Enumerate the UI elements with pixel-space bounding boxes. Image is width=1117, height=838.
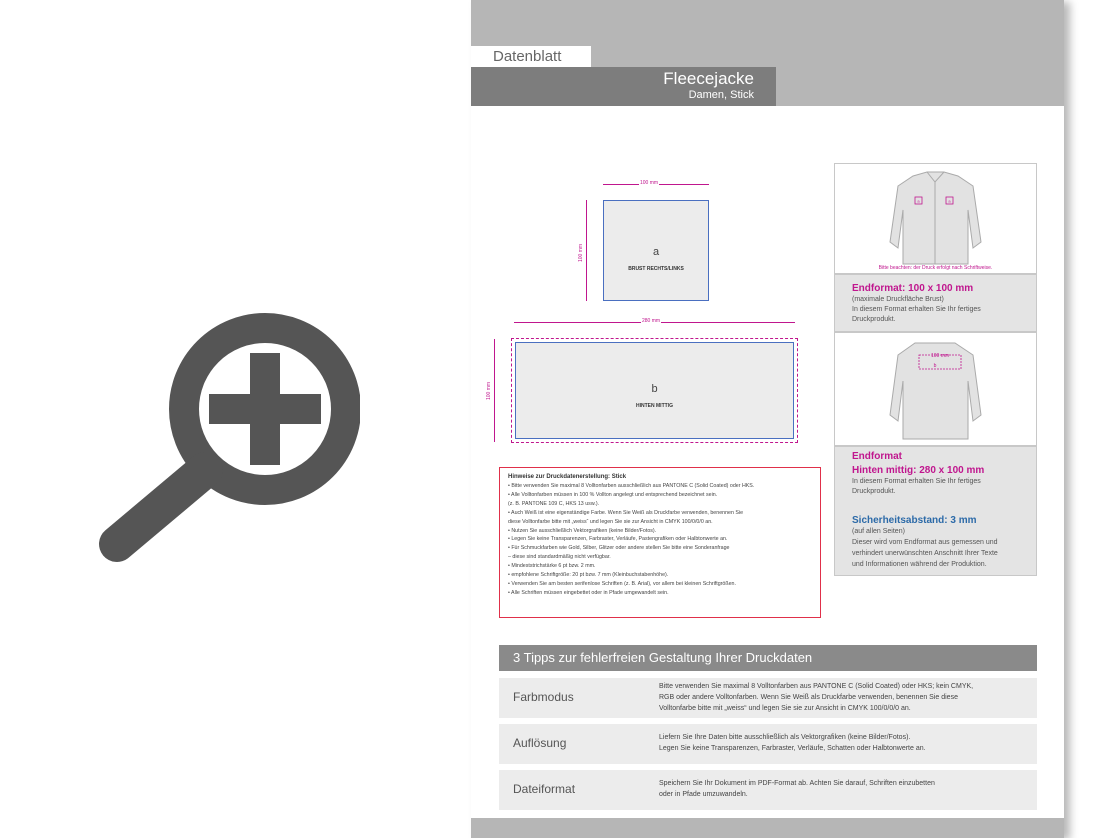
tip-label: Dateiformat xyxy=(513,782,576,796)
notes-line: – diese sind standardmäßig nicht verfügbar. xyxy=(508,554,611,561)
safety-desc: verhindert unerwünschten Anschnitt Ihrer Texte xyxy=(852,550,998,557)
footer-band xyxy=(471,818,1064,838)
tip-text: Speichern Sie Ihr Dokument im PDF-Format ab. Achten Sie darauf, Schriften einzubetten oder in Pfade umzuwandeln. xyxy=(659,780,935,798)
panel-a-desc: In diesem Format erhalten Sie Ihr fertiges xyxy=(852,306,981,313)
tip-label: Auflösung xyxy=(513,736,567,750)
panel-b-desc: In diesem Format erhalten Sie Ihr fertiges xyxy=(852,478,981,485)
panel-b-desc: Druckprodukt. xyxy=(852,488,896,495)
area-b-label: HINTEN MITTIG xyxy=(636,403,673,409)
panel-a-title: Endformat: 100 x 100 mm xyxy=(852,283,974,294)
notes-title: Hinweise zur Druckdatenerstellung: Stick xyxy=(508,474,627,480)
notes-line: • Alle Schriften müssen eingebettet oder in Pfade umgewandelt sein. xyxy=(508,589,669,596)
dim-b-height: 100 mm xyxy=(486,381,493,401)
area-a-letter: a xyxy=(652,246,660,258)
area-b-letter: b xyxy=(651,383,658,395)
dim-a-width: 100 mm xyxy=(640,180,659,186)
safety-desc: und Informationen während der Produktion. xyxy=(852,561,987,568)
notes-line: • Auch Weiß ist eine eigenständige Farbe. Wenn Sie Weiß als Druckfarbe verwenden, benennen Sie xyxy=(508,509,744,516)
datasheet-page xyxy=(471,0,1064,838)
svg-text:100 mm: 100 mm xyxy=(930,353,950,359)
panel-b-info xyxy=(834,446,1037,576)
safety-desc: Dieser wird vom Endformat aus gemessen und xyxy=(852,539,998,546)
jacket-front-image xyxy=(835,164,1036,273)
print-area-b xyxy=(515,342,794,439)
tip-text: Liefern Sie Ihre Daten bitte ausschließlich als Vektorgrafiken (keine Bilder/Fotos). Legen Sie keine Transparenzen, Farbraster, Verläufe, Schatten oder Halbtonwerte an. xyxy=(659,734,926,752)
notes-line: • Legen Sie keine Transparenzen, Farbraster, Verläufe, Pastengrafiken oder Halbtonwerte an. xyxy=(508,536,728,543)
tip-row xyxy=(499,678,1037,718)
zoom-in-icon[interactable] xyxy=(95,312,360,564)
svg-text:a: a xyxy=(917,198,920,204)
panel-b-format: Hinten mittig: 280 x 100 mm xyxy=(852,465,985,476)
panel-a-subtitle: (maximale Druckfläche Brust) xyxy=(852,296,944,303)
front-warning: Bitte beachten: der Druck erfolgt nach Schriftweise. xyxy=(878,265,993,271)
notes-line: (z. B. PANTONE 109 C, HKS 13 usw.). xyxy=(508,500,600,507)
panel-a-info xyxy=(834,274,1037,332)
notes-line: • Bitte verwenden Sie maximal 8 Volltonfarben ausschließlich aus PANTONE C (Solid Coated) oder HKS. xyxy=(508,483,755,489)
tip-row xyxy=(499,770,1037,810)
svg-text:a: a xyxy=(948,198,951,204)
jacket-front-panel xyxy=(834,163,1037,274)
product-subtitle: Damen, Stick xyxy=(688,89,754,101)
dim-b-width: 280 mm xyxy=(642,318,661,324)
notes-line: • Mindeststrichstärke 6 pt bzw. 2 mm. xyxy=(508,563,596,570)
safety-title: Sicherheitsabstand: 3 mm xyxy=(852,515,977,526)
product-bar xyxy=(471,67,776,106)
notes-line: • Alle Volltonfarben müssen in 100 % Vollton angelegt und entsprechend bezeichnet sein. xyxy=(508,491,718,498)
notes-line: • Nutzen Sie ausschließlich Vektorgrafiken (keine Bilder/Fotos). xyxy=(508,527,657,534)
panel-b-title: Endformat xyxy=(852,451,902,462)
jacket-back-image xyxy=(835,333,1036,445)
product-title: Fleecejacke xyxy=(663,69,754,88)
svg-text:b: b xyxy=(933,363,937,369)
datenblatt-tab: Datenblatt xyxy=(471,46,591,67)
tip-label: Farbmodus xyxy=(513,690,574,704)
jacket-back-panel xyxy=(834,332,1037,446)
notes-line: • Verwenden Sie am besten serifenlose Schriften (z. B. Arial), vor allem bei kleinen Schriftgrößen. xyxy=(508,580,736,587)
tip-row xyxy=(499,724,1037,764)
area-a-label: BRUST RECHTS/LINKS xyxy=(628,266,684,272)
tips-heading: 3 Tipps zur fehlerfreien Gestaltung Ihrer Druckdaten xyxy=(499,645,1037,671)
panel-a-desc: Druckprodukt. xyxy=(852,316,896,323)
notes-line: • Für Schmuckfarben wie Gold, Silber, Glitzer oder andere stellen Sie bitte eine Sonderanfrage xyxy=(508,545,730,552)
print-notes-box xyxy=(499,467,821,618)
dim-a-height: 100 mm xyxy=(578,243,585,263)
print-area-a xyxy=(603,200,709,301)
notes-line: • empfohlene Schriftgröße: 20 pt bzw. 7 mm (Kleinbuchstabenhöhe). xyxy=(508,572,669,579)
notes-line: diese Volltonfarbe bitte mit „weiss“ und legen Sie sie zur Ansicht in CMYK 100/0/0/0 an. xyxy=(508,518,713,525)
safety-subtitle: (auf allen Seiten) xyxy=(852,528,905,535)
tip-text: Bitte verwenden Sie maximal 8 Volltonfarben aus PANTONE C (Solid Coated) oder HKS; kein CMYK, RGB oder andere Volltonfarben. Wenn Sie Weiß als Druckfarbe verwenden, benennen Sie diese Volltonfarbe bitte mit „weiss“ und legen Sie sie zur Ansicht in CMYK 100/0/0/0 an. xyxy=(659,683,974,712)
